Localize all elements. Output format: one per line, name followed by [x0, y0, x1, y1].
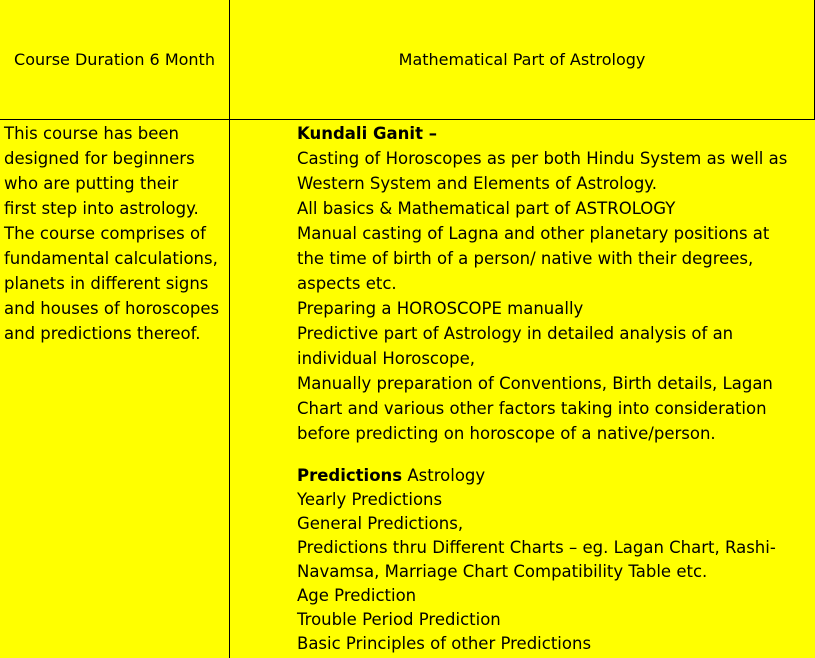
predictions-line: Navamsa, Marriage Chart Compatibility Table etc. [297, 562, 708, 581]
description-line: planets in different signs [4, 274, 209, 293]
predictions-line: Trouble Period Prediction [297, 610, 501, 629]
section-spacer [297, 446, 807, 464]
syllabus-line: Predictive part of Astrology in detailed analysis of an [297, 324, 734, 343]
predictions-heading-bold: Predictions [297, 466, 403, 485]
syllabus-line: Casting of Horoscopes as per both Hindu System as well as [297, 149, 788, 168]
course-title-header [230, 0, 814, 119]
predictions-line: Age Prediction [297, 586, 417, 605]
predictions-line: Yearly Predictions [297, 490, 443, 509]
body-column-divider [229, 120, 230, 658]
course-duration-header [0, 0, 229, 119]
syllabus-line: Manually preparation of Conventions, Birth details, Lagan [297, 374, 773, 393]
description-line: The course comprises of [4, 224, 206, 243]
description-line: designed for beginners [4, 149, 195, 168]
course-title-text: Mathematical Part of Astrology [398, 50, 646, 69]
syllabus-line: Western System and Elements of Astrology. [297, 174, 657, 193]
kundali-ganit-heading: Kundali Ganit – [297, 124, 437, 143]
course-duration-text: Course Duration 6 Month [14, 50, 215, 69]
description-line: and predictions thereof. [4, 324, 201, 343]
syllabus-line: the time of birth of a person/ native with their degrees, [297, 249, 754, 268]
description-line: who are putting their [4, 174, 179, 193]
course-description [4, 121, 228, 346]
description-line: and houses of horoscopes [4, 299, 220, 318]
description-line: fundamental calculations, [4, 249, 218, 268]
syllabus [297, 121, 807, 656]
syllabus-line: Manual casting of Lagna and other planetary positions at [297, 224, 770, 243]
syllabus-line: before predicting on horoscope of a native/person. [297, 424, 716, 443]
description-line: first step into astrology. [4, 199, 199, 218]
predictions-line: Basic Principles of other Predictions [297, 634, 592, 653]
predictions-line: General Predictions, [297, 514, 464, 533]
syllabus-line: Preparing a HOROSCOPE manually [297, 299, 584, 318]
header-row-divider [0, 119, 815, 120]
syllabus-line: individual Horoscope, [297, 349, 475, 368]
syllabus-line: All basics & Mathematical part of ASTROLOGY [297, 199, 676, 218]
predictions-heading-rest: Astrology [402, 466, 486, 485]
predictions-heading [297, 464, 807, 488]
predictions-line: Predictions thru Different Charts – eg. Lagan Chart, Rashi- [297, 538, 776, 557]
description-line: This course has been [4, 124, 180, 143]
syllabus-line: aspects etc. [297, 274, 397, 293]
syllabus-line: Chart and various other factors taking into consideration [297, 399, 767, 418]
